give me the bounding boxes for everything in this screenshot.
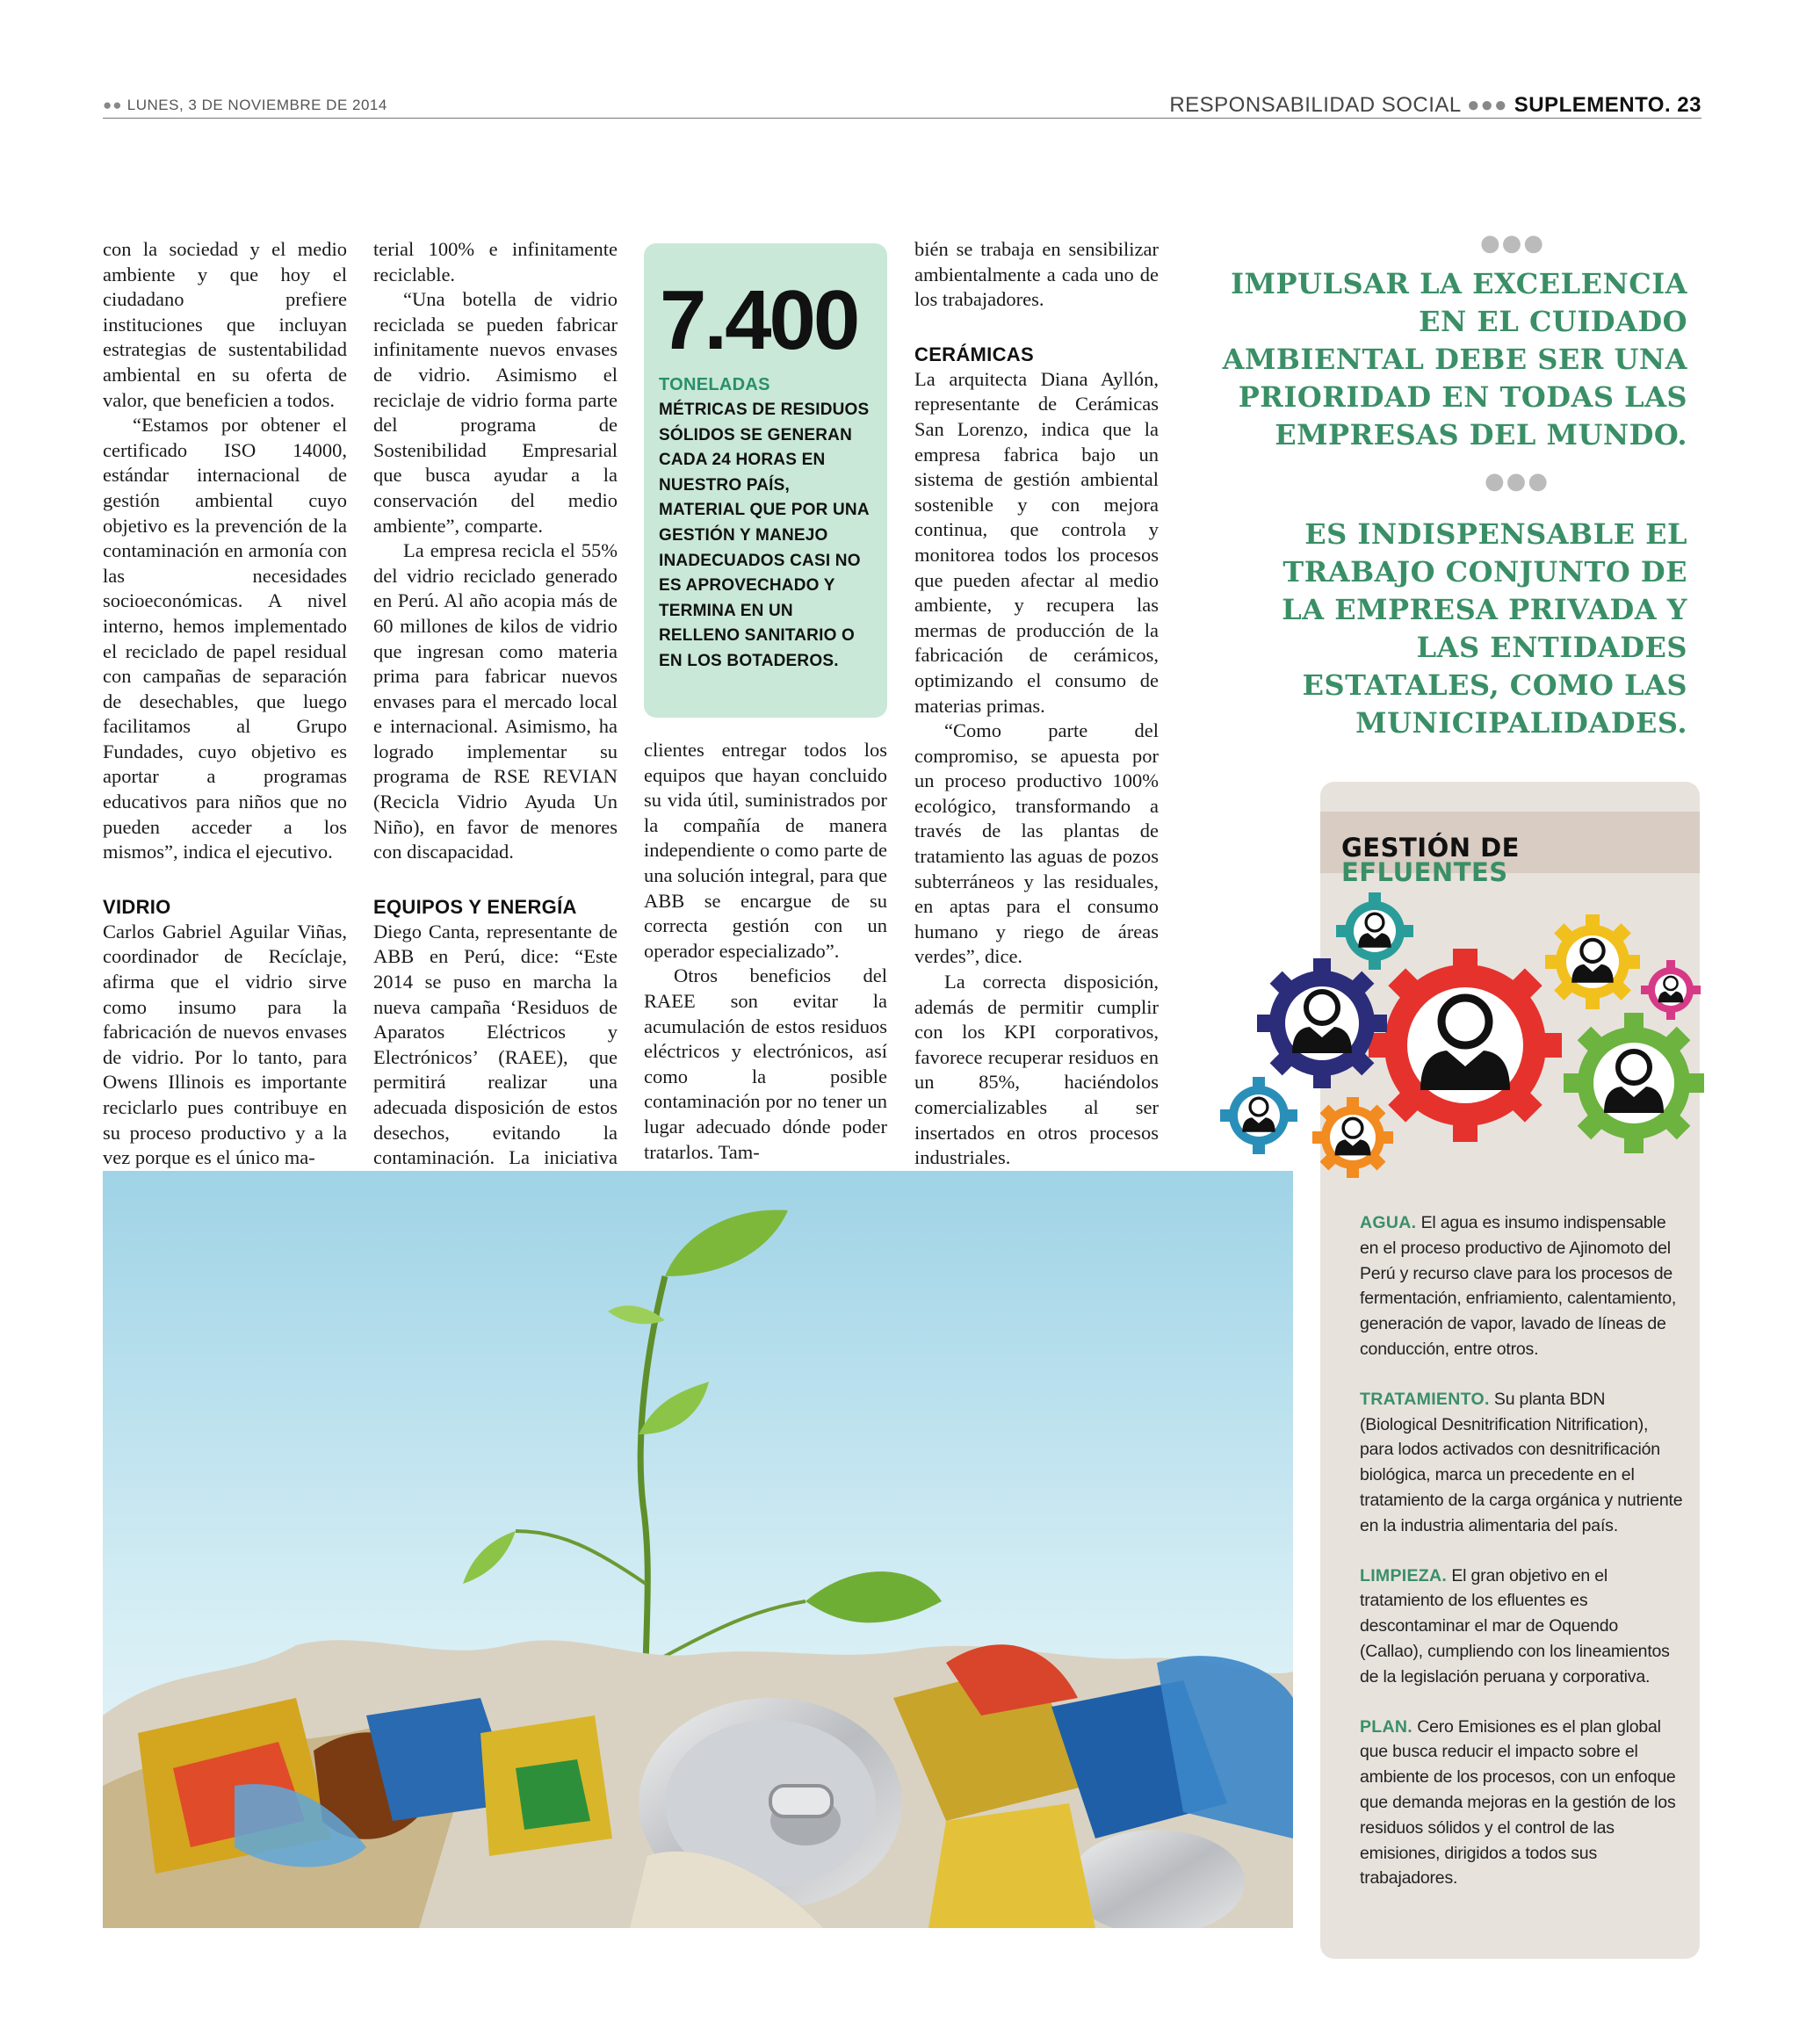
- sidebar-item-limpieza: [1360, 1564, 1685, 1690]
- item-text: El gran objetivo en el tratamiento de los efluentes es descontaminar el mar de Oquendo (Callao), cumpliendo con los lineamientos de la legislación peruana y corporativa.: [1360, 1565, 1670, 1686]
- paragraph: terial 100% e infinitamente reciclable.: [373, 238, 618, 285]
- article-column-2: [373, 237, 618, 1195]
- gear-navy-icon: [1257, 958, 1387, 1088]
- paragraph: Diego Canta, representante de ABB en Perú, dice: “Este 2014 se puso en marcha la nueva campaña ‘Residuos de Aparatos Eléctricos y Electrónicos’ (RAEE), que permitirá realizar una adecuada disposición de estos desechos, evitando la contaminación. La iniciativa: [373, 920, 618, 1169]
- sidebar-title-line1: GESTIÓN DE: [1341, 833, 1520, 863]
- item-label: LIMPIEZA.: [1360, 1565, 1448, 1585]
- quote-dots: ●●●: [1485, 468, 1550, 495]
- paragraph: Otros beneficios del RAEE son evitar la acumulación de estos residuos eléctricos y electrónicos, así como la posible contaminación por no tener un lugar adecuado dónde poder tratarlos. Tam-: [644, 964, 887, 1163]
- gears-people-illustration: [1217, 892, 1709, 1181]
- paragraph: Carlos Gabriel Aguilar Viñas, coordinador de Recíclaje, afirma que el vidrio sirve como insumo para la fabricación de nuevos envases de vidrio. Por lo tanto, para Owens Illinois es importante reciclarlo pues contribuye en su proceso productivo y a la vez porque es el único ma-: [103, 920, 347, 1169]
- item-label: PLAN.: [1360, 1716, 1412, 1737]
- paragraph: bién se trabaja en sensibilizar ambientalmente a cada uno de los trabajadores.: [914, 238, 1159, 311]
- header-dots: ●●: [103, 97, 123, 113]
- pull-quote-1: IMPULSAR LA EXCELENCIA EN EL CUIDADO AMBIENTAL DEBE SER UNA PRIORIDAD EN TODAS LAS EMPRESAS DEL MUNDO.: [1222, 267, 1687, 451]
- header-supplement: SUPLEMENTO. 23: [1514, 93, 1701, 117]
- paragraph: La arquitecta Diana Ayllón, representante de Cerámicas San Lorenzo, indica que la empresa fabrica bajo un sistema de gestión ambiental sostenible y con mejora continua, que controla y monitorea todos los procesos que pueden afectar al medio ambiente, y recupera las mermas de producción de la fabricación de cerámicos, optimizando el consumo de materias primas.: [914, 367, 1159, 717]
- gear-small-teal-icon: [1220, 1077, 1297, 1154]
- page-header: [103, 93, 1701, 119]
- header-date: [103, 97, 387, 114]
- gear-yellow-icon: [1545, 914, 1640, 1009]
- header-date-text: LUNES, 3 DE NOVIEMBRE DE 2014: [126, 97, 387, 113]
- gear-green-icon: [1564, 1013, 1704, 1153]
- article-column-3: [644, 738, 887, 1165]
- item-text: Cero Emisiones es el plan global que busca reducir el impacto sobre el ambiente de los procesos, con un enfoque que demanda mejoras en la gestión de los residuos sólidos y el control de las emisiones, dirigidos a todos sus trabajadores.: [1360, 1716, 1676, 1889]
- item-text: Su planta BDN (Biological Desnitrification Nitrification), para lodos activados con desnitrificación biológica, marca un precedente en el tratamiento de la carga orgánica y nutriente en la industria alimentaria del país.: [1360, 1389, 1683, 1535]
- stat-description: MÉTRICAS DE RESIDUOS SÓLIDOS SE GENERAN CADA 24 HORAS EN NUESTRO PAÍS, MATERIAL QUE POR UNA GESTIÓN Y MANEJO INADECUADOS CASI NO ES APROVECHADO Y TERMINA EN UN RELLENO SANITARIO O EN LOS BOTADEROS.: [659, 401, 870, 670]
- gear-pink-icon: [1641, 960, 1701, 1020]
- paragraph: clientes entregar todos los equipos que hayan concluido su vida útil, suministrados por la compañía de manera independiente o como parte de una solución integral, para que ABB se encargue de su correcta gestión con un operador especializado”.: [644, 739, 887, 962]
- sidebar-item-agua: [1360, 1210, 1685, 1362]
- sidebar-item-plan: [1360, 1715, 1685, 1892]
- section-heading-vidrio: VIDRIO: [103, 895, 171, 918]
- gear-orange-icon: [1312, 1097, 1393, 1178]
- header-rule: [103, 118, 1701, 119]
- header-section-text: RESPONSABILIDAD SOCIAL: [1169, 93, 1461, 117]
- section-heading-equipos: EQUIPOS Y ENERGÍA: [373, 895, 577, 918]
- sidebar-title: [1320, 812, 1700, 887]
- article-column-4: [914, 237, 1159, 1171]
- paragraph: “Estamos por obtener el certificado ISO 14000, estándar internacional de gestión ambiental cuyo objetivo es la prevención de la contaminación en armonía con las necesidades socioeconómicas. A nivel interno, hemos implementado el reciclado de papel residual con campañas de separación de desechables, que luego facilitamos al Grupo Fundades, cuyo objetivo es aportar a programas educativos para niños que no pueden acceder a los mismos”, indica el ejecutivo.: [103, 414, 347, 863]
- sidebar-item-tratamiento: [1360, 1387, 1685, 1539]
- sidebar-title-line2: EFLUENTES: [1341, 857, 1508, 887]
- sidebar-items: [1360, 1210, 1685, 1916]
- pull-quote-2: ES INDISPENSABLE EL TRABAJO CONJUNTO DE LA EMPRESA PRIVADA Y LAS ENTIDADES ESTATALES, COMO LAS MUNICIPALIDADES.: [1282, 517, 1687, 740]
- article-column-1: [103, 237, 347, 1171]
- paragraph: “Como parte del compromiso, se apuesta por un proceso productivo 100% ecológico, transformando a través de las plantas de tratamiento las aguas de pozos subterráneos y las residuales, en aptas para el consumo humano y riego de áreas verdes”, dice.: [914, 719, 1159, 968]
- header-section: [1169, 93, 1701, 118]
- stat-unit: TONELADAS: [659, 375, 770, 394]
- stat-box: [644, 243, 887, 718]
- item-label: AGUA.: [1360, 1213, 1417, 1232]
- paragraph: “Una botella de vidrio reciclada se pueden fabricar infinitamente nuevos envases de vidrio. Asimismo el reciclaje de vidrio forma parte del programa de Sostenibilidad Empresarial que busca ayudar a la conservación del medio ambiente”, comparte.: [373, 288, 618, 537]
- header-dots-right: ●●●: [1467, 93, 1508, 117]
- quote-dots: ●●●: [1480, 230, 1546, 256]
- item-label: TRATAMIENTO.: [1360, 1389, 1490, 1409]
- stat-number: 7.400: [660, 273, 858, 367]
- recycling-sprout-photo: [103, 1171, 1293, 1928]
- section-heading-ceramicas: CERÁMICAS: [914, 343, 1034, 365]
- gear-red-icon: [1369, 949, 1562, 1142]
- item-text: El agua es insumo indispensable en el proceso productivo de Ajinomoto del Perú y recurso clave para los procesos de fermentación, enfriamiento, calentamiento, generación de vapor, lavado de líneas de conducción, entre otros.: [1360, 1213, 1677, 1359]
- gear-teal-icon: [1336, 892, 1413, 970]
- paragraph: con la sociedad y el medio ambiente y que hoy el ciudadano prefiere instituciones que incluyan estrategias de sustentabilidad ambiental en su oferta de valor, que beneficien a todos.: [103, 238, 347, 411]
- paragraph: La correcta disposición, además de permitir cumplir con los KPI corporativos, favorece recuperar residuos en un 85%, haciéndolos comercializables al ser insertados en otros procesos industriales.: [914, 971, 1159, 1169]
- paragraph: La empresa recicla el 55% del vidrio reciclado generado en Perú. Al año acopia más de 60 millones de kilos de vidrio que ingresan como materia prima para fabricar nuevos envases para el mercado local e internacional. Asimismo, ha logrado implementar su programa de RSE REVIAN (Recicla Vidrio Ayuda Un Niño), en favor de menores con discapacidad.: [373, 539, 618, 863]
